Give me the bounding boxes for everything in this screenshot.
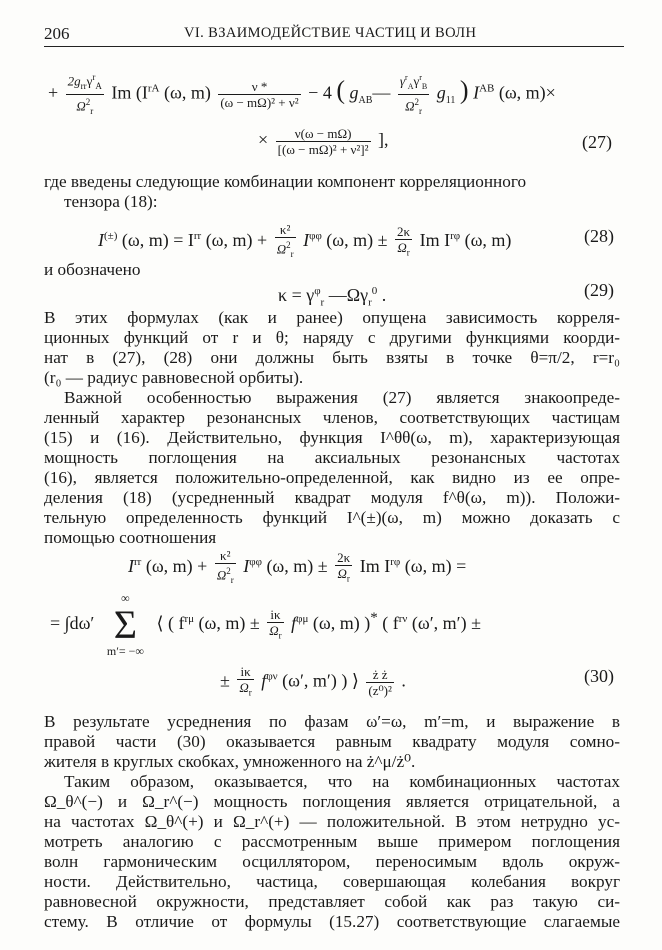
equation-30-line-1: $I^{rr}$ (ω, m) + $\frac{\text{κ²}}{\Omega^2_r}$ $I^{\varphi\varphi}$ (ω, m) ± $\frac{2\kappa}{\Omega_r}$ Im $I^{r\varphi}$ (ω, m) = xyxy=(128,548,466,588)
text-line: В этих формулах (как и ранее) опущена зависимость корреля- xyxy=(44,308,620,327)
text-line: правой части (30) оказывается равным квадрату модуля сомно- xyxy=(44,732,620,751)
text-line: мощность поглощения на аксиальных резонансных частотах xyxy=(44,448,620,467)
fraction-2kappa: $\frac{2\kappa}{\Omega_r}$ xyxy=(337,549,351,584)
fraction-ikappa: $\frac{i\kappa}{\Omega_r}$ xyxy=(239,664,252,698)
text-line: ционных функций от r и θ; наряду с другими функциями коорди- xyxy=(44,328,620,347)
fraction-nu: $\frac{\nu *}{\text{(ω − mΩ)² + ν²}}$ xyxy=(220,78,299,110)
g-ab: g xyxy=(349,82,359,103)
fraction-kappa2: $\frac{\text{κ²}}{\Omega^2_r}$ xyxy=(276,222,294,259)
equation-27-line-1: + $2g_{rr}\gamma^r_A$ $\Omega^2_r$ Im ($I^{rA}$ (ω, m) $\frac{\nu *}{\text{(ω − mΩ)² + ν²}}$ − 4 ( $g_{AB}—$ $\gamma^r_A\gamma^r_B$ $\Omega^2_r$ $g_{11}$ ) $I^{AB}$ (ω, m)× xyxy=(48,70,556,119)
fraction-gamma-ab: $\gamma^r_A\gamma^r_B$ $\Omega^2_r$ xyxy=(398,70,429,119)
sum-sign: ∞ Σ m′= −∞ xyxy=(106,591,144,658)
text-line: стему. В отличие от формулы (15.27) соответствующие слагаемые xyxy=(44,912,620,931)
equation-28: I(±) (ω, $m) = I^{rr}$ (ω, m) + $\frac{\text{κ²}}{\Omega^2_r}$ $I^{\varphi\varphi}$ (ω, m) ± $\frac{2\kappa}{\Omega_r}$ Im $I^{r\varphi}$ (ω, m) xyxy=(98,222,511,262)
text-line: и обозначено xyxy=(44,260,141,279)
fraction-nu-omega: $\frac{\nu(\omega - m\Omega)}{\text{[(ω − mΩ)² + ν²]²}}$ xyxy=(277,126,369,157)
text-line: волн гармоническим осциллятором, переносимым вдоль окруж- xyxy=(44,852,620,871)
equation-number-28: (28) xyxy=(584,226,614,246)
minus-four: − 4 xyxy=(308,82,332,103)
equation-30-line-3: ± $\frac{i\kappa}{\Omega_r}$ $f^{\varphi\nu}$ (ω′, m′) ) ⟩ $\frac{\text{ż ż}}{\text{(z⁰)²}}$ . xyxy=(220,664,406,701)
equation-29: $\kappa = \gamma^\varphi_r$ $—\Omega\gamma_r^0$ . xyxy=(278,285,387,309)
text-line: ности. Действительно, частица, совершающая колебания вокруг xyxy=(44,872,620,891)
im-term: Im (I xyxy=(111,82,148,103)
text-line: мотреть аналогию с рассмотренным выше примером поглощения xyxy=(44,832,620,851)
text-line: В результате усреднения по фазам ω′=ω, m′=m, и выражение в xyxy=(44,712,620,731)
text-line: нат в (27), (28) они должны быть взяты в точке θ=π/2, r=r₀ xyxy=(44,348,620,367)
fraction-zdot: $\frac{\text{ż ż}}{\text{(z⁰)²}}$ xyxy=(368,666,392,698)
text-line: где введены следующие комбинации компонент корреляционного xyxy=(44,172,527,191)
paren-open: ( xyxy=(336,75,345,105)
equation-number-30: (30) xyxy=(584,666,614,686)
bracket-close: ], xyxy=(378,129,389,150)
equation-number-29: (29) xyxy=(584,280,614,300)
times-sign: × xyxy=(258,129,269,150)
text-line: Важной особенностью выражения (27) является знакоопреде- xyxy=(64,388,620,407)
args: (ω, m)× xyxy=(498,82,556,103)
fraction-2grr-gamma: $2g_{rr}\gamma^r_A$ $\Omega^2_r$ xyxy=(67,72,102,116)
chapter-title: VI. ВЗАИМОДЕЙСТВИЕ ЧАСТИЦ И ВОЛН xyxy=(184,25,477,41)
i-ab: I xyxy=(473,82,480,103)
text-line: деления (18) (усредненный квадрат модуля f^θ(ω, m)). Положи- xyxy=(44,488,620,507)
fraction-kappa2: $\frac{\text{κ²}}{\Omega^2_r}$ xyxy=(216,548,234,585)
text-line: Ω_θ^(−) и Ω_r^(−) мощность поглощения является отрицательной, а xyxy=(44,792,620,811)
text-line: (r₀ — радиус равновесной орбиты). xyxy=(44,368,304,387)
plus-sign: + xyxy=(48,82,59,103)
equation-27-line-2 xyxy=(258,126,389,157)
equation-number-27: (27) xyxy=(582,132,612,152)
text-line: ленный характер резонансных членов, соответствующих частицам xyxy=(44,408,620,427)
args: (ω, m) xyxy=(164,82,211,103)
equation-30-line-2: = ∫dω′ ∞ Σ m′= −∞ ⟨ ( $f^{r\mu}$ (ω, m) ± $\frac{i\kappa}{\Omega_r}$ $f^{\varphi\mu}$ (ω, m) )* ( $f^{r\nu}$ (ω′, m′) ± xyxy=(50,591,481,658)
text-line: тельную определенность функций I^(±)(ω, m) можно доказать с xyxy=(44,508,620,527)
paren-close: ) xyxy=(459,75,469,105)
text-line: (16), является положительно-определенной, как видно из ее опре- xyxy=(44,468,620,487)
page-number: 206 xyxy=(44,24,70,43)
text-line: равновесной окружности, представляет собой как раз такую си- xyxy=(44,892,620,911)
fraction-2kappa: $\frac{2\kappa}{\Omega_r}$ xyxy=(397,223,411,258)
text-line: тензора (18): xyxy=(64,192,158,211)
g-11: g xyxy=(436,82,446,103)
text-line: на частотах Ω_θ^(+) и Ω_r^(+) — положительной. В этом нетрудно ус- xyxy=(44,812,620,831)
text-line: помощью соотношения xyxy=(44,528,217,547)
text-line: жителя в круглых скобках, умноженного на ż^μ/ż⁰. xyxy=(44,752,416,771)
page-header xyxy=(44,24,624,47)
text-line: (15) и (16). Действительно, функция I^θθ(ω, m), характеризующая xyxy=(44,428,620,447)
fraction-ikappa: $\frac{i\kappa}{\Omega_r}$ xyxy=(269,606,282,641)
text-line: Таким образом, оказывается, что на комбинационных частотах xyxy=(64,772,620,791)
